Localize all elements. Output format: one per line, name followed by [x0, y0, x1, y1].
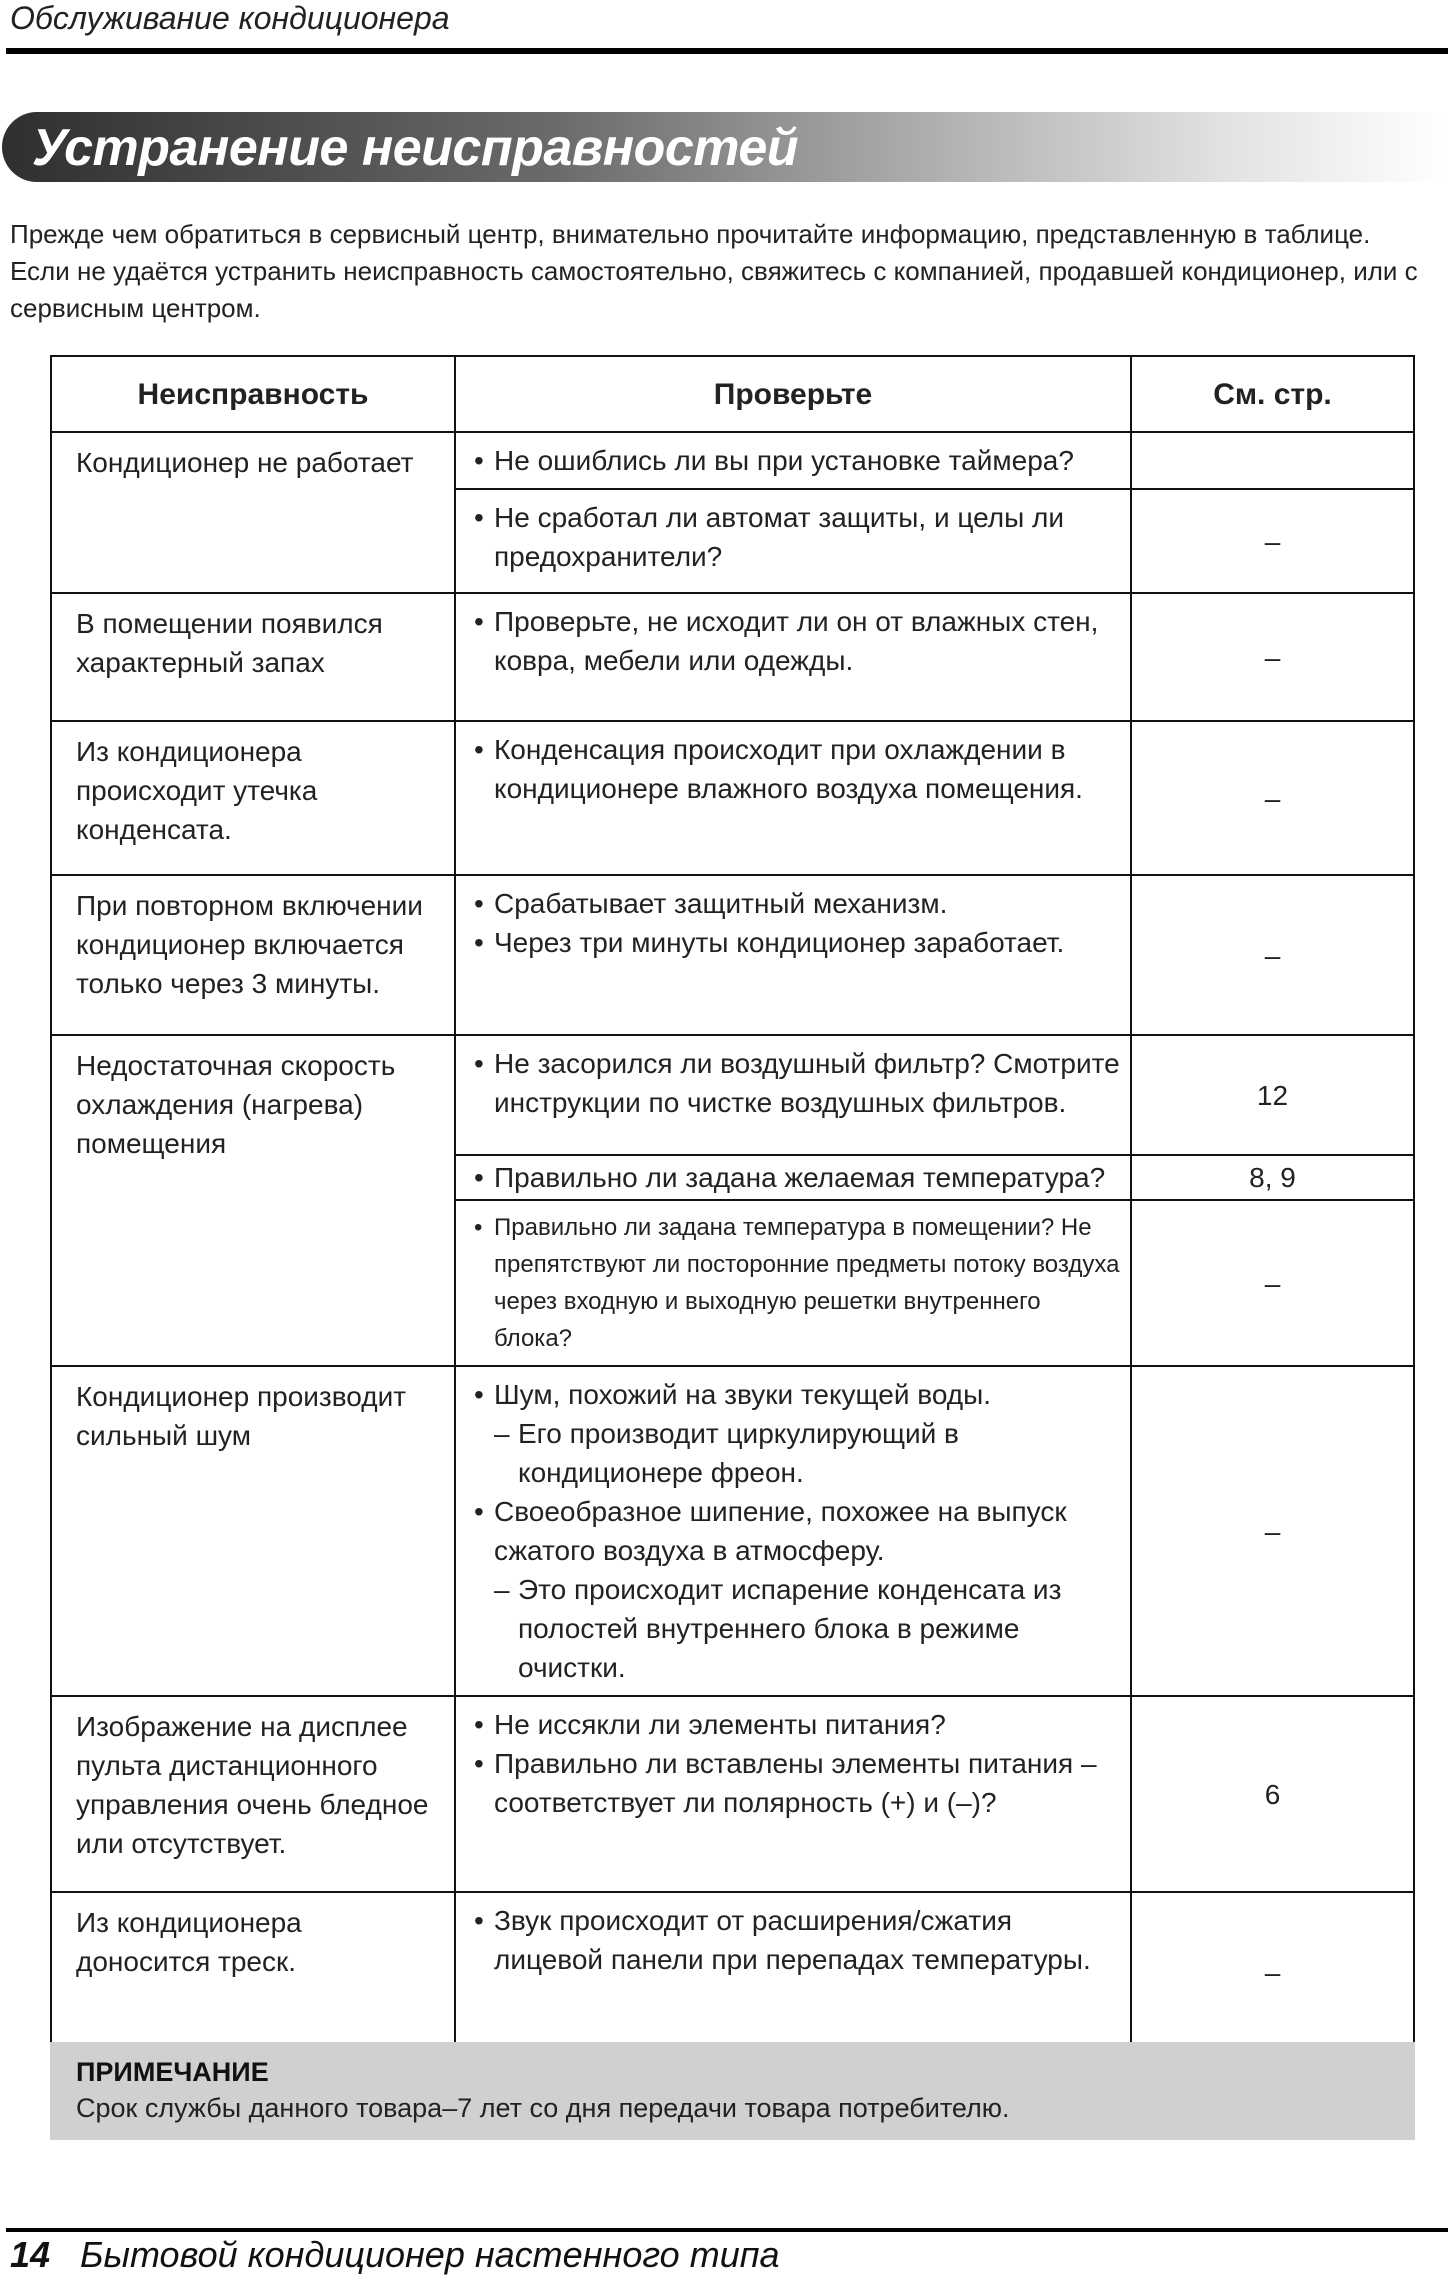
page-cell: – — [1131, 593, 1414, 721]
table-row — [51, 593, 1414, 721]
check-cell — [455, 432, 1131, 489]
check-text: Конденсация происходит при охлаждении в кондиционере влажного воздуха помещения. — [494, 734, 1083, 804]
note-title: ПРИМЕЧАНИЕ — [76, 2057, 269, 2087]
footer-rule — [6, 2228, 1448, 2232]
header-check: Проверьте — [455, 356, 1131, 432]
check-text: Не иссякли ли элементы питания? — [494, 1709, 946, 1740]
fault-text: Недостаточная скорость охлаждения (нагрева) помещения — [76, 1050, 396, 1159]
bullet: • — [474, 927, 484, 958]
check-text: Проверьте, не исходит ли он от влажных стен, ковра, мебели или одежды. — [494, 606, 1099, 676]
header-rule — [6, 48, 1448, 54]
table-row — [51, 1366, 1414, 1696]
page-title: Устранение неисправностей — [32, 119, 799, 177]
check-text: Шум, похожий на звуки текущей воды. — [494, 1379, 992, 1410]
fault-cell — [51, 1035, 455, 1366]
page-cell: – — [1131, 1200, 1414, 1366]
page-cell — [1131, 432, 1414, 489]
check-text: Не сработал ли автомат защиты, и целы ли предохранители? — [494, 502, 1064, 572]
page-cell: – — [1131, 1892, 1414, 2052]
running-header: Обслуживание кондиционера — [10, 0, 450, 36]
fault-text: Изображение на дисплее пульта дистанционного управления очень бледное или отсутствует. — [76, 1711, 429, 1859]
check-cell — [455, 489, 1131, 593]
check-cell — [455, 1892, 1131, 2052]
fault-cell — [51, 593, 455, 721]
check-cell — [455, 721, 1131, 875]
bullet: • — [474, 1905, 484, 1936]
fault-cell — [51, 432, 455, 593]
check-cell — [455, 1035, 1131, 1155]
fault-text: Из кондиционера происходит утечка конденсата. — [76, 736, 318, 845]
header-fault: Неисправность — [51, 356, 455, 432]
check-cell — [455, 1155, 1131, 1200]
bullet: • — [474, 888, 484, 919]
check-text: Правильно ли задана температура в помещении? Не препятствуют ли посторонние предметы потоку воздуха через входную и выходную решетки внутреннего блока? — [494, 1214, 1120, 1352]
check-cell — [455, 875, 1131, 1035]
table-row — [51, 432, 1414, 489]
fault-cell — [51, 1366, 455, 1696]
page-cell: 12 — [1131, 1035, 1414, 1155]
table-row — [51, 1892, 1414, 2052]
check-cell — [455, 593, 1131, 721]
fault-cell — [51, 721, 455, 875]
check-cell — [455, 1200, 1131, 1366]
fault-text: Кондиционер не работает — [76, 447, 414, 478]
check-text: Через три минуты кондиционер заработает. — [494, 927, 1065, 958]
check-text: Не ошиблись ли вы при установке таймера? — [494, 445, 1074, 476]
bullet: • — [474, 1048, 484, 1079]
bullet: • — [474, 606, 484, 637]
page-footer — [10, 2234, 780, 2276]
table-row — [51, 875, 1414, 1035]
fault-cell — [51, 875, 455, 1035]
page-cell: 8, 9 — [1131, 1155, 1414, 1200]
note-text: Срок службы данного товара–7 лет со дня передачи товара потребителю. — [76, 2093, 1010, 2123]
fault-text: Из кондиционера доносится треск. — [76, 1907, 302, 1977]
fault-text: При повторном включении кондиционер включается только через 3 минуты. — [76, 890, 423, 999]
bullet: • — [474, 1162, 484, 1193]
check-text: Своеобразное шипение, похожее на выпуск сжатого воздуха в атмосферу. — [494, 1496, 1067, 1566]
bullet: • — [474, 1379, 484, 1410]
table-row — [51, 1696, 1414, 1892]
table-row — [51, 1035, 1414, 1155]
bullet: • — [474, 445, 484, 476]
page-cell: – — [1131, 875, 1414, 1035]
fault-text: В помещении появился характерный запах — [76, 608, 383, 678]
bullet: • — [474, 502, 484, 533]
check-text: Звук происходит от расширения/сжатия лицевой панели при перепадах температуры. — [494, 1905, 1091, 1975]
note-box — [50, 2042, 1415, 2140]
check-subtext: Это происходит испарение конденсата из полостей внутреннего блока в режиме очистки. — [518, 1574, 1062, 1683]
page-cell: – — [1131, 1366, 1414, 1696]
page-cell: – — [1131, 489, 1414, 593]
bullet: • — [474, 1214, 483, 1241]
page-cell: 6 — [1131, 1696, 1414, 1892]
dash: – — [494, 1418, 510, 1449]
page-cell: – — [1131, 721, 1414, 875]
header-page: См. стр. — [1131, 356, 1414, 432]
section-title-bar — [2, 112, 1448, 182]
check-subtext: Его производит циркулирующий в кондиционере фреон. — [518, 1418, 959, 1488]
bullet: • — [474, 1496, 484, 1527]
bullet: • — [474, 1709, 484, 1740]
fault-cell — [51, 1696, 455, 1892]
troubleshooting-table — [50, 355, 1415, 2053]
table-header-row — [51, 356, 1414, 432]
bullet: • — [474, 1748, 484, 1779]
check-text: Правильно ли вставлены элементы питания – соответствует ли полярность (+) и (–)? — [494, 1748, 1097, 1818]
bullet: • — [474, 734, 484, 765]
fault-cell — [51, 1892, 455, 2052]
check-text: Срабатывает защитный механизм. — [494, 888, 948, 919]
check-text: Не засорился ли воздушный фильтр? Смотрите инструкции по чистке воздушных фильтров. — [494, 1048, 1120, 1118]
check-cell — [455, 1366, 1131, 1696]
table-row — [51, 721, 1414, 875]
dash: – — [494, 1574, 510, 1605]
fault-text: Кондиционер производит сильный шум — [76, 1381, 407, 1451]
footer-title: Бытовой кондиционер настенного типа — [80, 2234, 780, 2275]
check-text: Правильно ли задана желаемая температура? — [494, 1162, 1106, 1193]
intro-paragraph: Прежде чем обратиться в сервисный центр, внимательно прочитайте информацию, представленную в таблице. Если не удаётся устранить неисправность самостоятельно, свяжитесь с компанией, продавшей кондиционер, или с сервисным центром. — [10, 219, 1418, 323]
check-cell — [455, 1696, 1131, 1892]
page-number: 14 — [10, 2234, 51, 2275]
